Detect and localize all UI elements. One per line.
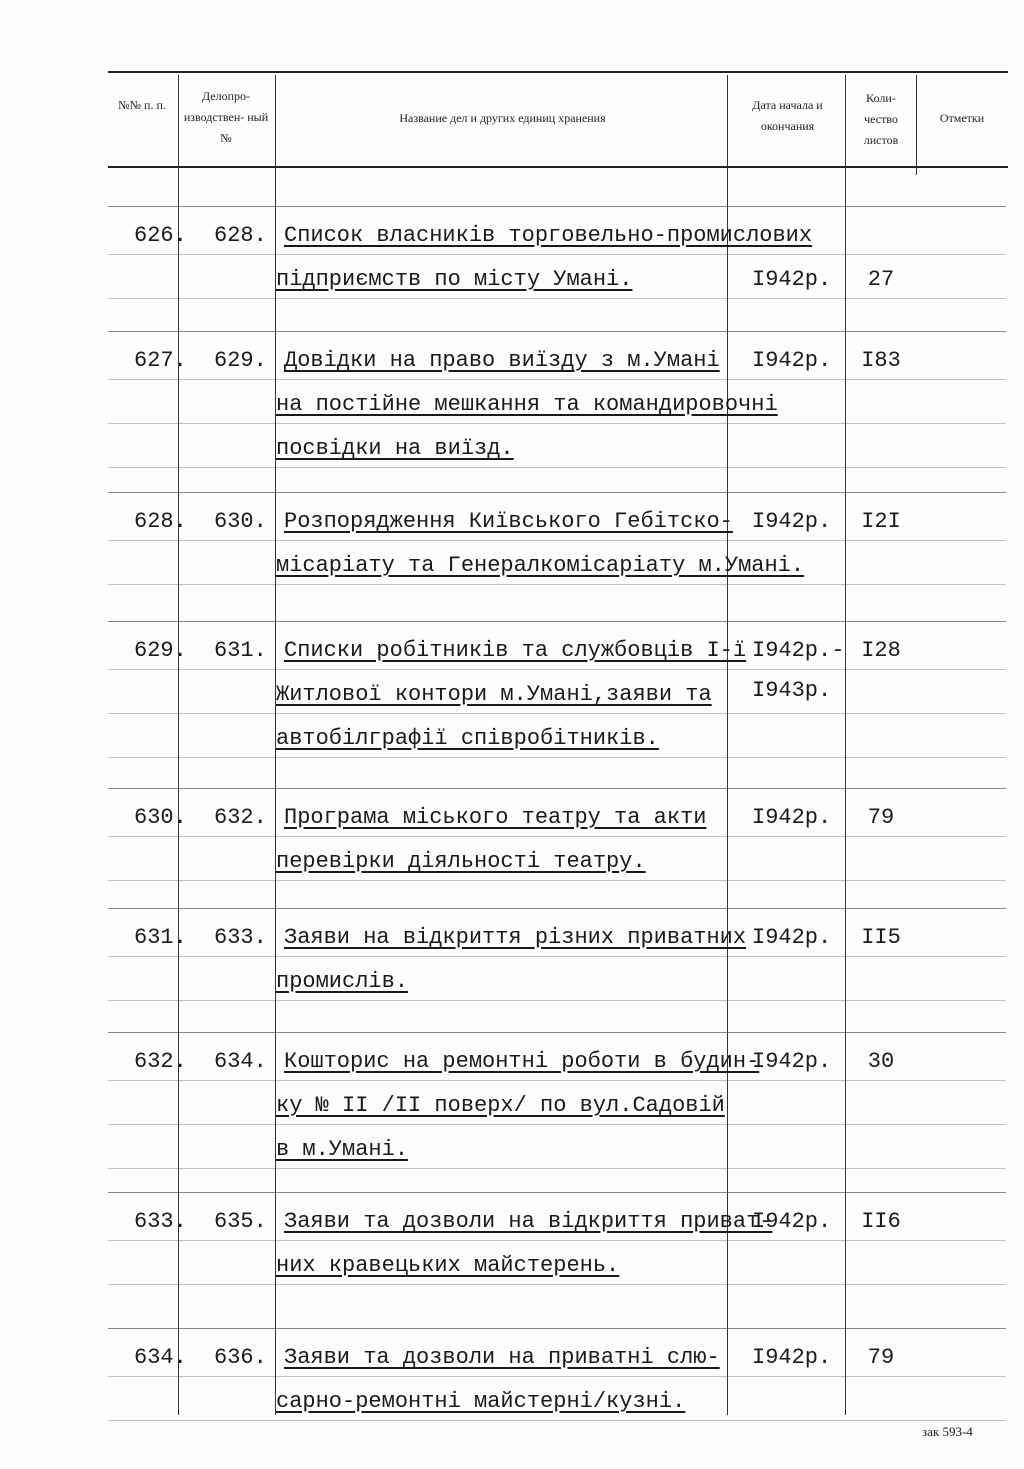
office-number: 631.: [214, 638, 267, 663]
case-title-line: посвідки на виїзд.: [276, 436, 514, 461]
line-rule: [108, 540, 1006, 541]
case-title-line: Програма міського театру та акти: [284, 805, 707, 830]
case-date: I942р.: [752, 348, 832, 373]
case-title-line: сарно-ремонтні майстерні/кузні.: [276, 1389, 686, 1414]
line-rule: [108, 880, 1006, 881]
case-title-line: промислів.: [276, 969, 409, 994]
row-divider: [108, 1032, 1006, 1033]
sheet-count: II6: [861, 1209, 901, 1234]
sheet-count: 79: [867, 805, 895, 830]
case-title-line: Список власників торговельно-промислових: [284, 223, 813, 248]
row-divider: [108, 206, 1006, 207]
line-rule: [108, 379, 1006, 380]
case-title-line: Житлової контори м.Умані,заяви та: [276, 682, 712, 707]
case-title-line: на постійне мешкання та командировочні: [276, 392, 778, 417]
case-title-line: місаріату та Генералкомісаріату м.Умані.: [276, 553, 805, 578]
sheet-count: I2I: [861, 509, 901, 534]
case-date: I942р.: [752, 805, 832, 830]
sheet-count: I28: [861, 638, 901, 663]
line-rule: [108, 584, 1006, 585]
case-title-line: них кравецьких майстерень.: [276, 1253, 620, 1278]
office-number: 633.: [214, 925, 267, 950]
case-title-line: підприємств по місту Умані.: [276, 267, 633, 292]
footer-order-number: зак 593-4: [922, 1424, 973, 1439]
row-number: 633.: [134, 1209, 187, 1234]
row-divider: [108, 492, 1006, 493]
case-date: I942р.-: [752, 638, 845, 663]
case-date: I942р.: [752, 1209, 832, 1234]
header-office-num: Делопро- изводствен- ный №: [183, 89, 269, 145]
case-date: I942р.: [752, 925, 832, 950]
office-number: 629.: [214, 348, 267, 373]
sheet-count: 79: [867, 1345, 895, 1370]
column-divider: [845, 75, 846, 1415]
line-rule: [108, 1124, 1006, 1125]
case-title-line: Заяви та дозволи на відкриття приват-: [284, 1209, 773, 1234]
row-number: 626.: [134, 223, 187, 248]
office-number: 630.: [214, 509, 267, 534]
line-rule: [108, 757, 1006, 758]
header-bottom-rule: [108, 166, 1008, 168]
header-sheets: Коли- чество листов: [863, 91, 899, 147]
sheet-count: 27: [867, 267, 895, 292]
line-rule: [108, 1000, 1006, 1001]
case-title-line: в м.Умані.: [276, 1137, 409, 1162]
header-notes: Отметки: [939, 111, 985, 125]
case-title-line: Заяви та дозволи на приватні слю-: [284, 1345, 720, 1370]
sheet-count: II5: [861, 925, 901, 950]
line-rule: [108, 1080, 1006, 1081]
line-rule: [108, 1168, 1006, 1169]
line-rule: [108, 1284, 1006, 1285]
row-divider: [108, 621, 1006, 622]
row-number: 634.: [134, 1345, 187, 1370]
office-number: 632.: [214, 805, 267, 830]
line-rule: [108, 669, 1006, 670]
case-date: I942р.: [752, 509, 832, 534]
case-date: I942р.: [752, 267, 832, 292]
line-rule: [108, 956, 1006, 957]
case-title-line: Розпорядження Київського Гебітско-: [284, 509, 733, 534]
case-title-line: Списки робітників та службовців І-ї: [284, 638, 747, 663]
row-divider: [108, 1192, 1006, 1193]
row-divider: [108, 908, 1006, 909]
header-num: №№ п. п.: [118, 98, 166, 112]
line-rule: [108, 423, 1006, 424]
column-divider: [916, 75, 917, 175]
row-number: 629.: [134, 638, 187, 663]
line-rule: [108, 1240, 1006, 1241]
case-date: I943р.: [752, 678, 832, 703]
row-number: 627.: [134, 348, 187, 373]
office-number: 636.: [214, 1345, 267, 1370]
case-title-line: Довідки на право виїзду з м.Умані: [284, 348, 720, 373]
row-divider: [108, 331, 1006, 332]
row-number: 630.: [134, 805, 187, 830]
line-rule: [108, 836, 1006, 837]
row-number: 632.: [134, 1049, 187, 1074]
office-number: 635.: [214, 1209, 267, 1234]
office-number: 628.: [214, 223, 267, 248]
row-number: 631.: [134, 925, 187, 950]
row-divider: [108, 1328, 1006, 1329]
case-title-line: ку № II /II поверх/ по вул.Садовій: [276, 1093, 725, 1118]
header-title: Название дел и других единиц хранения: [399, 111, 606, 125]
case-title-line: Кошторис на ремонтні роботи в будин-: [284, 1049, 760, 1074]
case-title-line: автобілграфії співробітників.: [276, 726, 659, 751]
case-title-line: Заяви на відкриття різних приватних: [284, 925, 747, 950]
row-number: 628.: [134, 509, 187, 534]
case-title-line: перевірки діяльності театру.: [276, 849, 646, 874]
line-rule: [108, 467, 1006, 468]
sheet-count: I83: [861, 348, 901, 373]
case-date: I942р.: [752, 1345, 832, 1370]
office-number: 634.: [214, 1049, 267, 1074]
sheet-count: 30: [867, 1049, 895, 1074]
line-rule: [108, 254, 1006, 255]
header-dates: Дата начала и окончания: [752, 98, 823, 133]
row-divider: [108, 788, 1006, 789]
case-date: I942р.: [752, 1049, 832, 1074]
line-rule: [108, 1376, 1006, 1377]
line-rule: [108, 298, 1006, 299]
line-rule: [108, 713, 1006, 714]
header-top-rule: [108, 71, 1008, 73]
line-rule: [108, 1420, 1006, 1421]
